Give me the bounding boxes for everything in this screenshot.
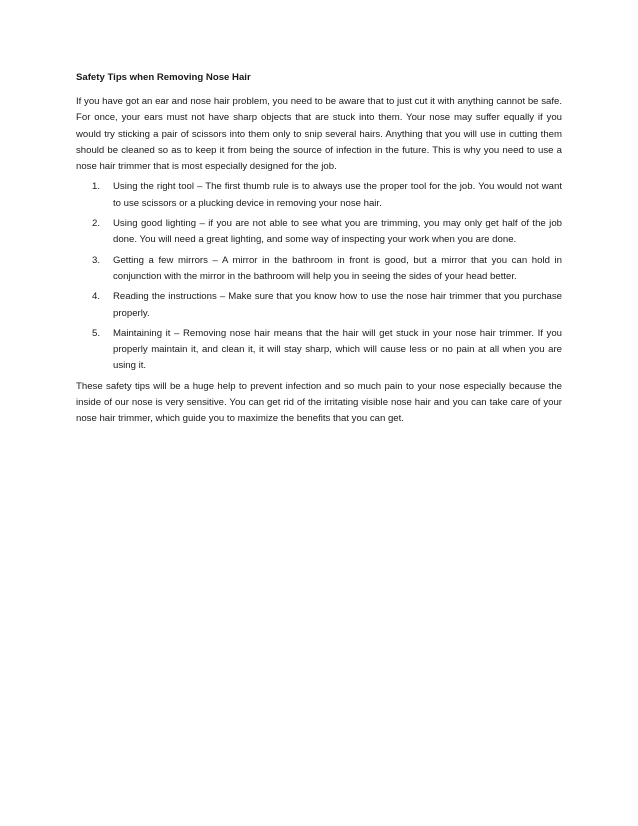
list-item-number: 5. [92, 327, 101, 339]
document-title: Safety Tips when Removing Nose Hair [76, 72, 251, 83]
list-item-number: 4. [92, 291, 101, 303]
intro-paragraph: If you have got an ear and nose hair problem, you need to be aware that to just cut it with anything cannot be safe. For once, your ears must not have sharp objects that are stuck into them. Your nose may suffer equally if you would try sticking a pair of scissors into them only to snip several hairs. Anything that you will use in cutting them should be cleaned so as to keep it from being the source of infection in the future. This is why you need to use a nose hair trimmer that is most especially designed for the job. [76, 96, 562, 173]
list-item-text: Maintaining it – Removing nose hair means that the hair will get stuck in your nose hair trimmer. If you properly maintain it, and clean it, it will stay sharp, which will cause less or no pain at all when you are using it. [113, 327, 562, 372]
list-item-number: 1. [92, 181, 101, 193]
list-item-text: Using good lighting – if you are not able to see what you are trimming, you may only get half of the job done. You will need a great lighting, and some way of inspecting your work when you are done. [113, 218, 562, 246]
list-item-number: 3. [92, 254, 101, 266]
safety-tips-list [76, 179, 562, 374]
list-item-text: Using the right tool – The first thumb rule is to always use the proper tool for the job. You would not want to use scissors or a plucking device in removing your nose hair. [113, 181, 562, 209]
list-item [76, 253, 562, 286]
document-page [76, 71, 562, 428]
list-item [76, 216, 562, 249]
list-item-text: Reading the instructions – Make sure that you know how to use the nose hair trimmer that you purchase properly. [113, 291, 562, 319]
list-item-text: Getting a few mirrors – A mirror in the bathroom in front is good, but a mirror that you can hold in conjunction with the mirror in the bathroom will help you in seeing the sides of your head better. [113, 254, 562, 282]
list-item [76, 179, 562, 212]
list-item [76, 289, 562, 322]
list-item [76, 326, 562, 375]
closing-paragraph: These safety tips will be a huge help to prevent infection and so much pain to your nose especially because the inside of our nose is very sensitive. You can get rid of the irritating visible nose hair and you can take care of your nose hair trimmer, which guide you to maximize the benefits that you can get. [76, 380, 562, 425]
list-item-number: 2. [92, 218, 101, 230]
